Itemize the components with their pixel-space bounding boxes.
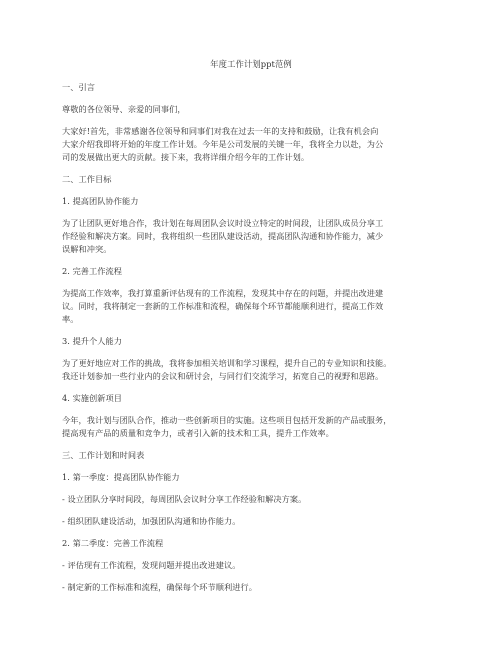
paragraph-line: 大家好!首先，非常感谢各位领导和同事们对我在过去一年的支持和鼓励，让我有机会向	[62, 126, 379, 136]
paragraph-line: 为了更好地应对工作的挑战，我将参加相关培训和学习课程，提升自己的专业知识和技能。	[62, 358, 392, 368]
section-heading-intro: 一、引言	[62, 82, 95, 92]
paragraph-line: 我还计划参加一些行业内的会议和研讨会，与同行们交流学习，拓宽自己的视野和思路。	[62, 371, 384, 381]
paragraph-line: 作经验和解决方案。同时，我将组织一些团队建设活动，提高团队沟通和协作能力，减少	[62, 231, 384, 241]
subheading-q2: 2. 第二季度：完善工作流程	[62, 538, 164, 548]
paragraph-line: 司的发展做出更大的贡献。接下来，我将详细介绍今年的工作计划。	[62, 152, 310, 162]
section-heading-schedule: 三、工作计划和时间表	[62, 450, 145, 460]
subheading-workflow: 2. 完善工作流程	[62, 266, 122, 276]
subheading-q1: 1. 第一季度：提高团队协作能力	[62, 472, 180, 482]
subheading-personal-ability: 3. 提升个人能力	[62, 336, 122, 346]
section-heading-goals: 二、工作目标	[62, 174, 112, 184]
paragraph-line: 率。	[62, 314, 79, 324]
subheading-teamwork: 1. 提高团队协作能力	[62, 196, 139, 206]
paragraph-line: 为了让团队更好地合作，我计划在每周团队会议时设立特定的时间段，让团队成员分享工	[62, 218, 384, 228]
list-item: - 设立团队分享时间段，每周团队会议时分享工作经验和解决方案。	[62, 494, 307, 504]
greeting-text: 尊敬的各位领导、亲爱的同事们，	[62, 104, 186, 114]
list-item: - 组织团队建设活动，加强团队沟通和协作能力。	[62, 516, 241, 526]
document-title: 年度工作计划ppt范例	[210, 59, 292, 69]
paragraph-line: 为提高工作效率，我打算重新评估现有的工作流程，发现其中存在的问题，并提出改进建	[62, 288, 384, 298]
paragraph-line: 今年，我计划与团队合作，推动一些创新项目的实施。这些项目包括开发新的产品或服务，	[62, 415, 392, 425]
list-item: - 制定新的工作标准和流程，确保每个环节顺利进行。	[62, 582, 257, 592]
paragraph-line: 提高现有产品的质量和竞争力，或者引入新的技术和工具，提升工作效率。	[62, 428, 334, 438]
list-item: - 评估现有工作流程，发现问题并提出改进建议。	[62, 560, 241, 570]
paragraph-line: 大家介绍我即将开始的年度工作计划。今年是公司发展的关键一年，我将全力以赴，为公	[62, 139, 384, 149]
paragraph-line: 误解和冲突。	[62, 244, 112, 254]
paragraph-line: 议。同时，我将制定一套新的工作标准和流程，确保每个环节都能顺利进行，提高工作效	[62, 301, 384, 311]
subheading-innovation: 4. 实施创新项目	[62, 393, 122, 403]
